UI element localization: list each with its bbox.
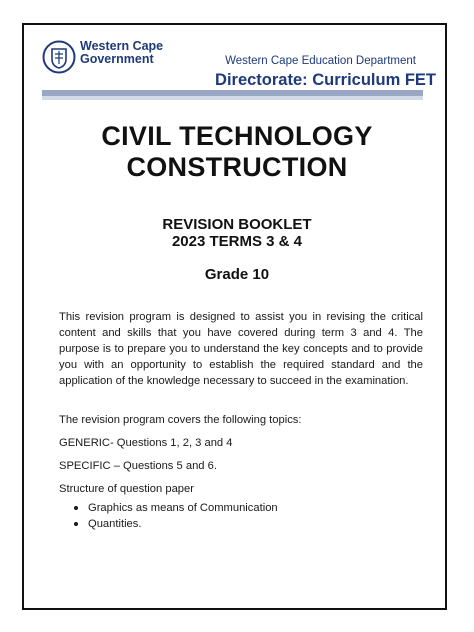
- title-line-1: CIVIL TECHNOLOGY: [101, 121, 373, 151]
- title-line-2: CONSTRUCTION: [126, 152, 348, 182]
- list-item: Quantities.: [74, 516, 278, 532]
- department-name: Western Cape Education Department: [225, 55, 416, 67]
- western-cape-crest-icon: [42, 40, 76, 74]
- grade-label: Grade 10: [204, 266, 270, 283]
- structure-heading: Structure of question paper: [59, 483, 194, 495]
- directorate-name: Directorate: Curriculum FET: [215, 71, 436, 89]
- structure-bullet-list: [74, 500, 278, 532]
- logo-line-2: Government: [80, 52, 154, 66]
- intro-paragraph: This revision program is designed to assist you in revising the critical content and skills that you have covered during term 3 and 4. The purpose is to prepare you to understand the key concepts and to provide you with an opportunity to establish the required standard and the application of the knowledge necessary to succeed in the examination.: [59, 311, 423, 387]
- specific-topics: SPECIFIC – Questions 5 and 6.: [59, 460, 217, 472]
- subtitle-line-2: 2023 TERMS 3 & 4: [171, 233, 303, 250]
- topics-intro: The revision program covers the following topics:: [59, 414, 302, 426]
- header-rule-light: [42, 96, 423, 100]
- generic-topics: GENERIC- Questions 1, 2, 3 and 4: [59, 437, 233, 449]
- subtitle-line-1: REVISION BOOKLET: [162, 216, 312, 233]
- list-item: Graphics as means of Communication: [74, 500, 278, 516]
- logo-line-1: Western Cape: [80, 39, 164, 53]
- logo-wordmark: [80, 40, 163, 66]
